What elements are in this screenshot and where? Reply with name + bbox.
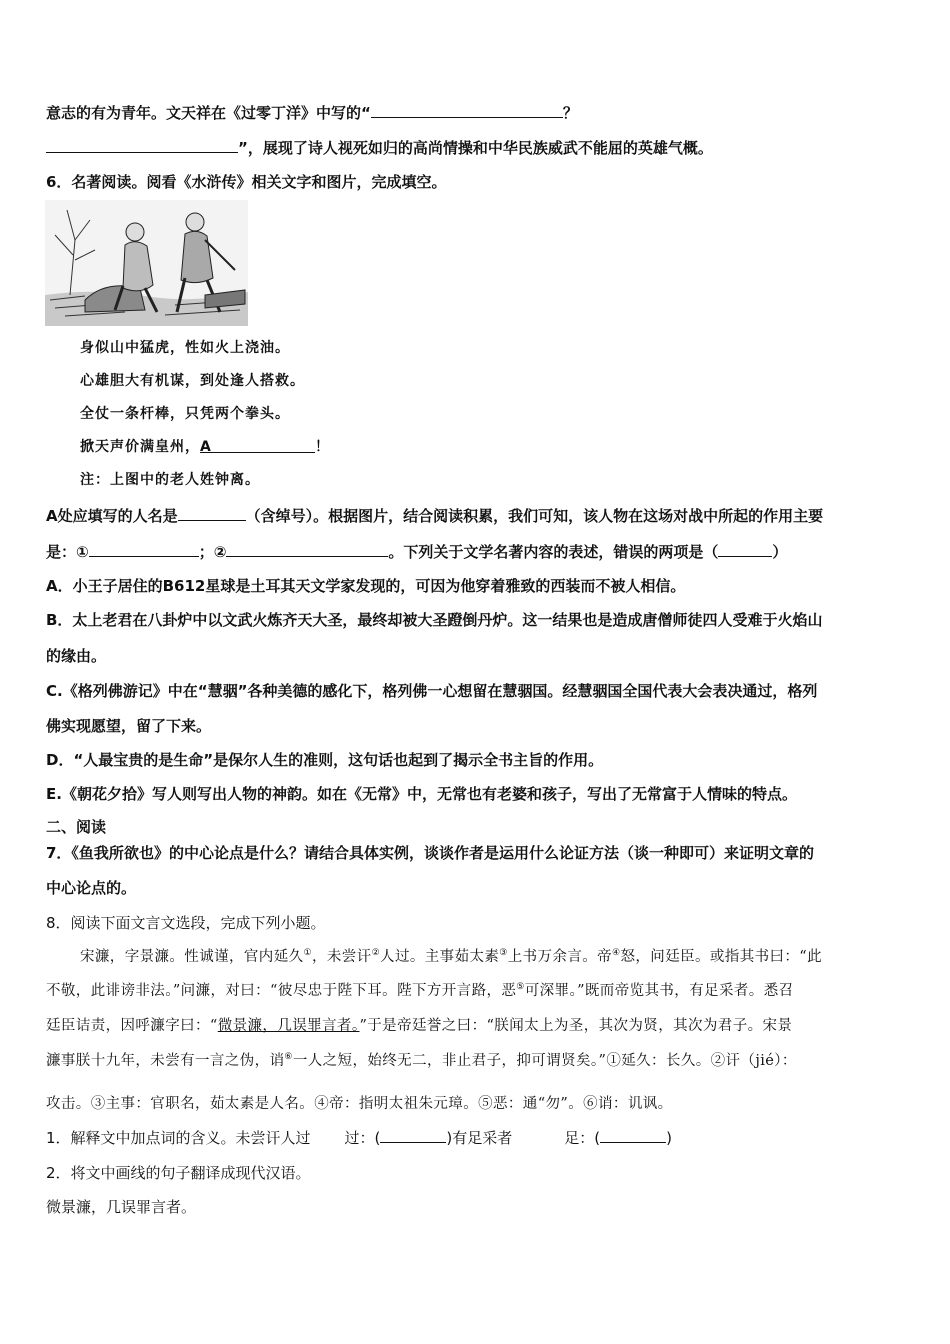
option-e: E.《朝花夕拾》写人则写出人物的神韵。如在《无常》中，无常也有老婆和孩子，写出了无常富于人情味的特点。 [46, 785, 797, 803]
answer-blank[interactable] [371, 102, 563, 118]
option-b-line-1: B．太上老君在八卦炉中以文武火炼齐天大圣，最终却被大圣蹬倒丹炉。这一结果也是造成唐僧师徒四人受难于火焰山 [46, 611, 823, 629]
answer-blank[interactable] [226, 541, 388, 557]
poem-line-3: 全仗一条杆棒，只凭两个拳头。 [80, 406, 290, 422]
poem-line-2: 心雄胆大有机谋，到处逢人搭救。 [80, 373, 305, 389]
q7-line-1: 7．《鱼我所欲也》的中心论点是什么？请结合具体实例，谈谈作者是运用什么论证方法（谈一种即可）来证明文章的 [46, 844, 814, 862]
poem-note: 注：上图中的老人姓钟离。 [80, 472, 260, 488]
q6-question-line-2: 是：① ；② 。下列关于文学名著内容的表述，错误的两项是（ ） [46, 543, 788, 561]
q5-line-2: ”，展现了诗人视死如归的高尚情操和中华民族威武不能屈的英雄气概。 [46, 137, 906, 158]
passage-line-2: 不敬，此诽谤非法。”问濂，对曰：“彼尽忠于陛下耳。陛下方开言路，恶⑤可深罪。”既而帝览其书，有足采者。悉召 [46, 982, 794, 999]
answer-blank[interactable] [178, 505, 246, 521]
option-a: A．小王子居住的B612星球是土耳其天文学家发现的，可因为他穿着雅致的西装而不被人相信。 [46, 577, 686, 595]
option-c-line-1: C.《格列佛游记》中在“慧骃”各种美德的感化下，格列佛一心想留在慧骃国。经慧骃国全国代表大会表决通过，格列 [46, 682, 818, 700]
q6-question-line-1: A处应填写的人名是 （含绰号）。根据图片，结合阅读积累，我们可知，该人物在这场对战中所起的作用主要 [46, 507, 824, 525]
q8-title: 8．阅读下面文言文选段，完成下列小题。 [46, 914, 326, 932]
passage-line-3: 廷臣诘责，因呼濂字曰：“微景濂，几误罪言者。”于是帝廷誉之曰：“朕闻太上为圣，其次为贤，其次为君子。宋景 [46, 1018, 793, 1034]
answer-blank[interactable] [380, 1127, 446, 1143]
option-d: D．“人最宝贵的是生命”是保尔人生的准则，这句话也起到了揭示全书主旨的作用。 [46, 751, 604, 769]
answer-blank-a[interactable]: A [200, 437, 315, 453]
q7-line-2: 中心论点的。 [46, 879, 137, 897]
q8-sub1: 1．解释文中加点词的含义。未尝讦人过 过：( )有足采者 足：( ) [46, 1129, 672, 1147]
poem-line-1: 身似山中猛虎，性如火上浇油。 [80, 340, 290, 356]
answer-blank[interactable] [718, 541, 772, 557]
q8-sub2: 2．将文中画线的句子翻译成现代汉语。 [46, 1164, 311, 1182]
section-title: 二、阅读 [46, 818, 107, 836]
q5-line-1: 意志的有为青年。文天祥在《过零丁洋》中写的“ ？ [46, 104, 578, 122]
poem-line-4: 掀天声价满皇州，A ！ [80, 439, 330, 455]
passage-notes: 攻击。③主事：官职名，茹太素是人名。④帝：指明太祖朱元璋。⑤恶：通“勿”。⑥诮：讥讽。 [46, 1096, 673, 1112]
option-b-line-2: 的缘由。 [46, 647, 107, 665]
underlined-sentence: 微景濂，几误罪言者。 [217, 1018, 360, 1034]
answer-blank[interactable] [600, 1127, 666, 1143]
passage-line-4: 濂事朕十九年，未尝有一言之伪，诮⑥一人之短，始终无二，非止君子，抑可谓贤矣。”①延久：长久。②讦（jié）： [46, 1052, 797, 1069]
woodcut-illustration-icon [45, 200, 248, 326]
option-c-line-2: 佛实现愿望，留了下来。 [46, 717, 212, 735]
q6-title: 6．名著阅读。阅看《水浒传》相关文字和图片，完成填空。 [46, 173, 447, 191]
answer-blank[interactable] [89, 541, 199, 557]
q8-sub2-sentence: 微景濂，几误罪言者。 [46, 1198, 197, 1216]
passage-line-1: 宋濂，字景濂。性诚谨，官内延久①，未尝讦②人过。主事茹太素③上书万余言。帝④怒，问廷臣。或指其书曰：“此 [80, 948, 823, 965]
answer-blank[interactable] [46, 137, 238, 153]
